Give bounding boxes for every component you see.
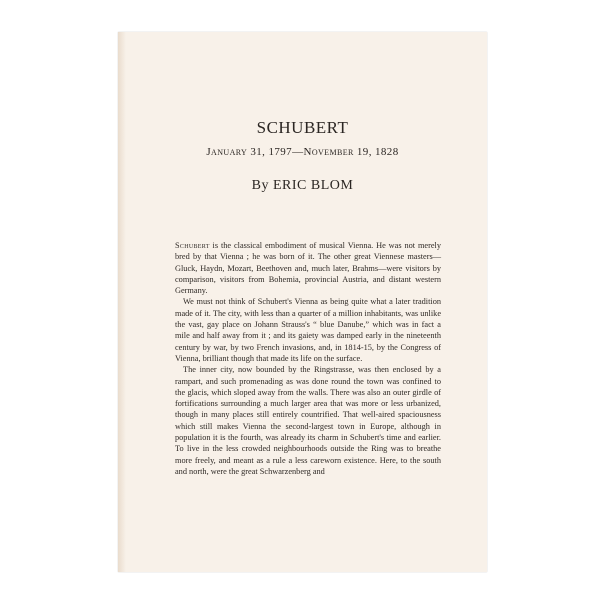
article-author: By ERIC BLOM: [251, 178, 354, 193]
lead-word: Schubert: [175, 241, 210, 250]
book-page: [118, 32, 487, 572]
paragraph-2: We must not think of Schubert's Vienna as being quite what a later tradition made of it. The city, with less than a quarter of a million inhabitants, was unlike the vast, gay place on Johann Strauss's “ blue Danube,” which was in fact a mile and half away from it ; and its gaiety was damped early in the nineteenth century by war, by two French invasions, and, in 1814-15, by the Congress of Vienna, brilliant though that made its life on the surface.: [175, 297, 441, 363]
paragraph-1-text: is the classical embodiment of musical Vienna. He was not merely bred by that Vienna ; he was born of it. The other great Viennese masters—Gluck, Haydn, Mozart, Beethoven and, much later, Brahms—were visitors by comparison, visitors from Bohemia, provincial Austria, and distant western Germany.: [175, 241, 441, 296]
paragraph-3: The inner city, now bounded by the Ringstrasse, was then enclosed by a rampart, and such promenading as was done round the town was confined to the glacis, which sloped away from the walls. There was also an outer girdle of fortifications surrounding a much larger area that was more or less urbanized, though in many places still entirely countrified. That well-aired spaciousness which still makes Vienna the second-largest town in Europe, although in population it is the fourth, was already its charm in Schubert's time and earlier. To live in the less crowded neighbourhoods outside the Ring was to breathe more freely, and meant as a rule a less careworn existence. Here, to the south and north, were the great Schwarzenberg and: [175, 365, 441, 476]
article-body: [175, 240, 441, 477]
paragraph-1: [175, 240, 441, 296]
article-dates: January 31, 1797—November 19, 1828: [206, 146, 399, 158]
article-title: SCHUBERT: [256, 118, 349, 137]
page-gutter-shadow: [118, 32, 126, 572]
